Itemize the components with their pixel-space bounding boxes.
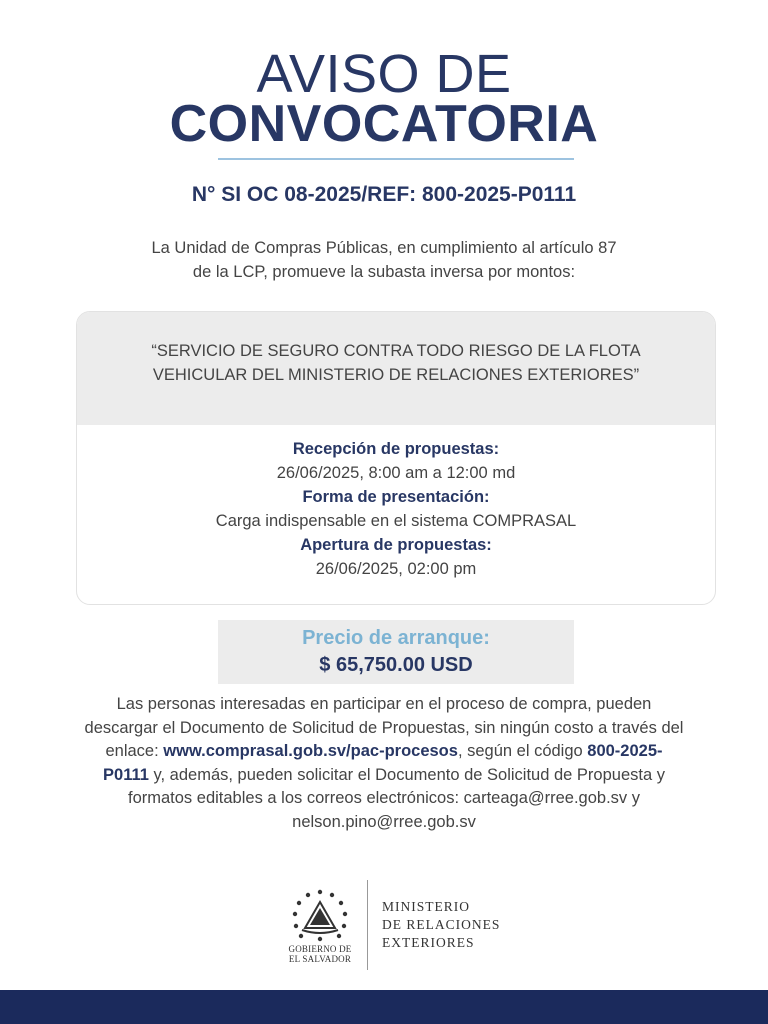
schedule-details — [77, 425, 715, 581]
title-line-1: AVISO DE — [256, 44, 512, 104]
service-title — [77, 312, 715, 425]
ministry-name — [382, 898, 582, 952]
reference-number: N° SI OC 08-2025/REF: 800-2025-P0111 — [191, 183, 577, 206]
government-caption — [272, 944, 368, 964]
price-box — [218, 620, 574, 684]
price-label: Precio de arranque: — [302, 627, 490, 649]
ministry-line-2: DE RELACIONES — [382, 917, 501, 932]
details-text-1: Las personas interesadas en participar en el proceso de compra, pueden descargar el Documento de Solicitud de Propuestas, sin ningún costo a través del enlace: — [84, 695, 684, 760]
reception-label: Recepción de propuestas: — [292, 440, 500, 458]
service-line-1: “SERVICIO DE SEGURO CONTRA TODO RIESGO DE LA FLOTA — [151, 342, 641, 360]
opening-value: 26/06/2025, 02:00 pm — [315, 560, 477, 578]
opening-label: Apertura de propuestas: — [300, 536, 492, 554]
details-text-2: , según el código — [457, 742, 588, 760]
procurement-link[interactable]: www.comprasal.gob.sv/pac-procesos — [163, 742, 458, 760]
intro-line-1: La Unidad de Compras Públicas, en cumplimiento al artículo 87 — [151, 239, 617, 257]
government-caption-line-2: EL SALVADOR — [288, 954, 352, 964]
contact-emails[interactable]: carteaga@rree.gob.sv y nelson.pino@rree.gob.sv — [292, 789, 640, 831]
title-divider — [218, 158, 574, 160]
ministry-line-1: MINISTERIO — [382, 899, 470, 914]
price-value: $ 65,750.00 USD — [319, 654, 473, 676]
reception-value: 26/06/2025, 8:00 am a 12:00 md — [276, 464, 516, 482]
details-text-3: y, además, pueden solicitar el Documento de Solicitud de Propuesta y formatos editables a los correos electrónicos: — [128, 765, 665, 807]
intro-text — [120, 236, 648, 284]
format-value: Carga indispensable en el sistema COMPRASAL — [215, 512, 577, 530]
details-paragraph — [84, 693, 684, 834]
format-label: Forma de presentación: — [302, 488, 490, 506]
procurement-code: 800-2025-P0111 — [103, 742, 663, 784]
footer-bar — [0, 990, 768, 1024]
service-line-2: VEHICULAR DEL MINISTERIO DE RELACIONES EXTERIORES” — [152, 366, 640, 384]
service-card — [76, 311, 716, 605]
title-line-2: CONVOCATORIA — [169, 95, 599, 153]
government-caption-line-1: GOBIERNO DE — [288, 944, 352, 954]
ministry-line-3: EXTERIORES — [382, 935, 475, 950]
intro-line-2: de la LCP, promueve la subasta inversa por montos: — [192, 263, 576, 281]
logo-divider — [367, 880, 368, 970]
